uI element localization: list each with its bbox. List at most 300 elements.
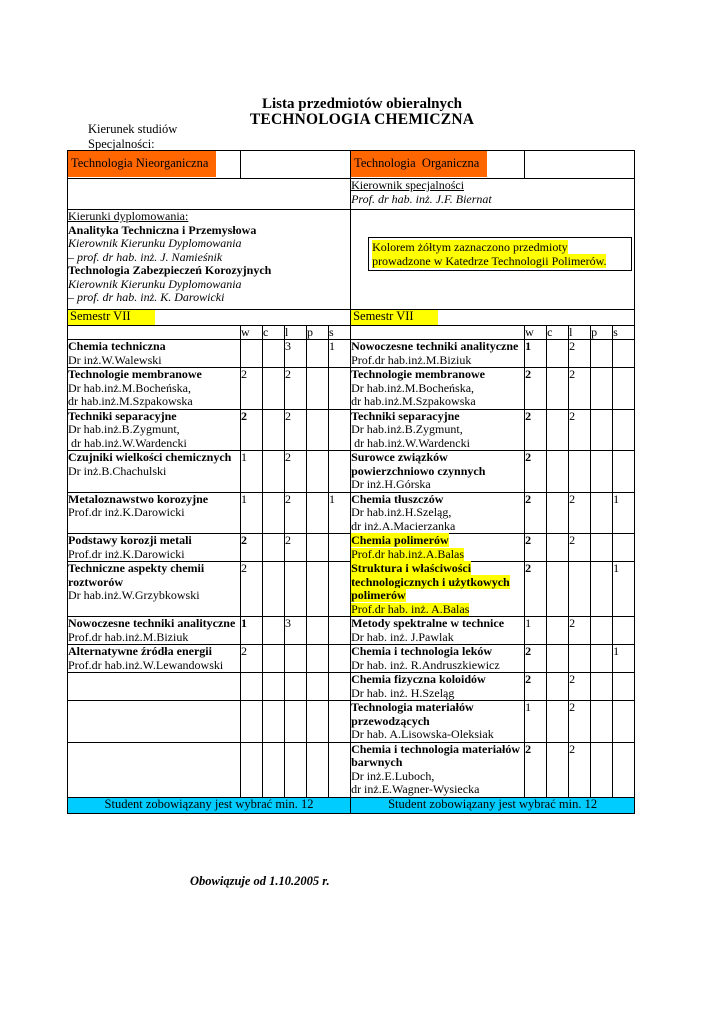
semester-cell-right [351, 310, 635, 326]
hours-l-cell: 2 [569, 340, 591, 368]
semester-row [68, 310, 635, 326]
subject-cell-left [68, 645, 241, 673]
subject-row-10 [68, 673, 635, 701]
hours-s-cell [613, 451, 635, 493]
lecturer-name: Dr hab. inż. R.Andruszkiewicz [351, 658, 500, 672]
subject-title [68, 562, 240, 589]
study-meta [88, 122, 177, 151]
footer-note-right: Student zobowiązany jest wybrać min. 12 [351, 797, 635, 813]
lecturer-name: dr hab.inż.W.Wardencki [351, 436, 470, 450]
lecturer-line [351, 354, 524, 368]
lecturer-name: dr inż.A.Macierzanka [351, 519, 456, 533]
lecturer-name: Dr hab.inż.B.Zygmunt, [68, 423, 180, 436]
hours-s-cell [329, 451, 351, 493]
hours-l-cell: 2 [569, 701, 591, 743]
hours-header-row [68, 325, 635, 340]
subject-title [68, 617, 240, 631]
hours-w-cell: 2 [525, 492, 547, 534]
hours-w-cell: 2 [241, 368, 263, 410]
hours-l-cell: 2 [285, 451, 307, 493]
hours-p-cell [307, 451, 329, 493]
subject-title-text: Techniczne aspekty chemii roztworów [68, 561, 205, 589]
hours-p-cell [591, 742, 613, 797]
lecturer-line [68, 659, 240, 673]
empty-cell [68, 179, 351, 210]
lecturer-line [68, 382, 240, 396]
lecturer-name: Dr hab.inż.B.Zygmunt, [351, 423, 463, 436]
lecturer-line [351, 603, 524, 617]
subject-row-7 [68, 562, 635, 617]
subject-cell-left [68, 368, 241, 410]
hours-p-cell [591, 673, 613, 701]
lecturer-line [351, 631, 524, 645]
empty-cell [241, 151, 351, 179]
lecturer-line [351, 478, 524, 492]
footer-note-left: Student zobowiązany jest wybrać min. 12 [68, 797, 351, 813]
kierownik-name: Prof. dr hab. inż. J.F. Biernat [351, 191, 492, 206]
subject-cell-left [68, 409, 241, 451]
subject-cell-left [68, 451, 241, 493]
subject-title [68, 410, 240, 424]
hours-s-cell [613, 617, 635, 645]
subject-cell-right [351, 562, 525, 617]
subject-row-11 [68, 701, 635, 743]
subject-cell-left [68, 673, 241, 701]
lecturer-name: dr hab.inż.M.Szpakowska [68, 395, 193, 408]
hours-p-cell [591, 492, 613, 534]
note-line-1 [372, 240, 628, 254]
lecturer-line [68, 437, 240, 451]
specjalnosci-label: Specjalności: [88, 136, 155, 151]
subject-cell-right [351, 617, 525, 645]
lecturer-name: Dr hab.inż.H.Szeląg, [351, 506, 452, 519]
lecturer-line [351, 783, 524, 797]
subject-title-text: Struktura i właściwości technologicznych i użytkowych polimerów [351, 561, 510, 602]
specialization-left-label: Technologia Nieorganiczna [68, 151, 216, 177]
hours-l-cell: 2 [285, 368, 307, 410]
hours-c-cell [547, 617, 569, 645]
hours-c-cell [547, 534, 569, 562]
subject-cell-right [351, 409, 525, 451]
lecturer-name: Prof.dr hab. inż. A.Balas [351, 602, 470, 616]
dyplomowanie-title-2: Technologia Zabezpieczeń Korozyjnych [68, 263, 272, 277]
subject-title-text: Chemia tłuszczów [351, 491, 444, 506]
lecturer-line [351, 520, 524, 534]
title-line-2: TECHNOLOGIA CHEMICZNA [249, 111, 475, 128]
subject-title [351, 410, 524, 424]
subject-cell-left [68, 701, 241, 743]
hours-p-cell [591, 368, 613, 410]
hours-w-cell: 2 [525, 562, 547, 617]
lecturer-line [351, 687, 524, 701]
lecturer-name: Dr hab.inż.W.Grzybkowski [68, 589, 200, 602]
hours-l-cell [285, 562, 307, 617]
subject-title [351, 562, 524, 603]
hours-c-cell [263, 673, 285, 701]
subject-title-text: Chemia i technologia materiałów barwnych [351, 741, 521, 769]
hours-w-cell: 2 [525, 451, 547, 493]
lecturer-name: dr hab.inż.W.Wardencki [68, 436, 187, 450]
col-header-s: s [613, 325, 635, 340]
lecturer-line [351, 382, 524, 396]
hours-p-cell [591, 451, 613, 493]
empty-cell [525, 151, 635, 179]
hours-s-cell [329, 534, 351, 562]
subject-title-text: Metaloznawstwo korozyjne [68, 491, 209, 506]
empty-cell [68, 325, 241, 340]
hours-p-cell [591, 645, 613, 673]
footer-row [68, 797, 635, 813]
hours-c-cell [263, 534, 285, 562]
lecturer-line [68, 423, 240, 437]
lecturer-line [351, 437, 524, 451]
dyplomowanie-row [68, 210, 635, 310]
subject-title [351, 673, 524, 687]
semester-left-label: Semestr VII [68, 310, 155, 325]
subject-title [351, 493, 524, 507]
hours-l-cell: 2 [285, 409, 307, 451]
hours-c-cell [263, 701, 285, 743]
hours-w-cell: 1 [525, 340, 547, 368]
semester-right-label: Semestr VII [351, 310, 438, 325]
hours-p-cell [307, 673, 329, 701]
hours-c-cell [263, 562, 285, 617]
subject-cell-left [68, 534, 241, 562]
hours-p-cell [307, 562, 329, 617]
subject-title [351, 451, 524, 478]
subject-cell-right [351, 534, 525, 562]
hours-s-cell: 1 [329, 340, 351, 368]
hours-w-cell: 2 [525, 534, 547, 562]
lecturer-name: Dr hab.inż.M.Bocheńska, [68, 381, 191, 395]
lecturer-name: Prof.dr inż.K.Darowicki [68, 547, 185, 561]
hours-s-cell: 1 [329, 492, 351, 534]
subject-cell-left [68, 492, 241, 534]
subject-row-5 [68, 492, 635, 534]
hours-s-cell: 1 [613, 492, 635, 534]
hours-w-cell: 2 [241, 534, 263, 562]
hours-l-cell: 2 [569, 492, 591, 534]
hours-w-cell: 2 [525, 742, 547, 797]
col-header-l: l [285, 325, 307, 340]
subject-row-3 [68, 409, 635, 451]
subject-cell-left [68, 340, 241, 368]
hours-w-cell: 1 [241, 492, 263, 534]
hours-p-cell [307, 340, 329, 368]
hours-s-cell [613, 673, 635, 701]
hours-l-cell [569, 451, 591, 493]
dyplomowanie-role-2: Kierownik Kierunku Dyplomowania [68, 276, 242, 291]
subject-title [68, 534, 240, 548]
hours-p-cell [307, 701, 329, 743]
hours-s-cell [613, 534, 635, 562]
lecturer-line [351, 659, 524, 673]
hours-c-cell [547, 451, 569, 493]
subject-title [68, 368, 240, 382]
subject-title [68, 645, 240, 659]
hours-c-cell [547, 742, 569, 797]
hours-s-cell [613, 409, 635, 451]
hours-w-cell: 2 [525, 673, 547, 701]
dyplomowanie-role-1: Kierownik Kierunku Dyplomowania [68, 236, 242, 250]
subject-cell-right [351, 340, 525, 368]
hours-c-cell [263, 742, 285, 797]
subject-title [351, 743, 524, 770]
specialization-cell-right [351, 151, 525, 179]
lecturer-name: Dr hab. A.Lisowska-Oleksiak [351, 728, 494, 741]
hours-p-cell [307, 645, 329, 673]
hours-l-cell [285, 645, 307, 673]
hours-s-cell [329, 368, 351, 410]
subject-cell-left [68, 617, 241, 645]
hours-s-cell [329, 701, 351, 743]
note-cell [351, 210, 635, 310]
subject-row-4 [68, 451, 635, 493]
hours-p-cell [307, 617, 329, 645]
hours-l-cell [569, 562, 591, 617]
hours-s-cell [613, 368, 635, 410]
col-header-l: l [569, 325, 591, 340]
semester-cell-left [68, 310, 351, 326]
lecturer-line [351, 395, 524, 409]
lecturer-name: Dr hab. inż. J.Pawlak [351, 630, 454, 644]
lecturer-line [68, 465, 240, 479]
lecturer-name: Dr inż.E.Luboch, [351, 769, 435, 783]
subject-row-2 [68, 368, 635, 410]
col-header-c: c [263, 325, 285, 340]
subject-title-text: Chemia fizyczna koloidów [351, 672, 486, 686]
hours-c-cell [263, 451, 285, 493]
hours-l-cell: 2 [569, 409, 591, 451]
hours-p-cell [591, 562, 613, 617]
hours-s-cell [613, 701, 635, 743]
subject-title-text: Technologia materiałów przewodzących [351, 700, 474, 728]
hours-w-cell: 1 [525, 617, 547, 645]
hours-c-cell [547, 340, 569, 368]
hours-w-cell: 2 [241, 409, 263, 451]
hours-c-cell [547, 368, 569, 410]
lecturer-name: Prof.dr hab.inż.A.Balas [351, 547, 465, 561]
hours-c-cell [263, 368, 285, 410]
dyplomowanie-title-1: Analityka Techniczna i Przemysłowa [68, 222, 257, 237]
lecturer-line [68, 631, 240, 645]
subject-title-text: Alternatywne źródła energii [68, 644, 212, 658]
hours-w-cell [241, 701, 263, 743]
hours-w-cell: 2 [241, 562, 263, 617]
dyplomowanie-cell [68, 210, 351, 310]
dyplomowanie-person-1: – prof. dr hab. inż. J. Namieśnik [68, 249, 223, 264]
table-head-section [68, 151, 635, 340]
kierownik-label: Kierownik specjalności [351, 178, 465, 192]
hours-c-cell [547, 701, 569, 743]
hours-l-cell: 2 [569, 368, 591, 410]
subject-cell-left [68, 742, 241, 797]
hours-p-cell [307, 742, 329, 797]
subject-cell-right [351, 451, 525, 493]
subject-cell-right [351, 673, 525, 701]
subject-title-text: Nowoczesne techniki analityczne [351, 339, 519, 353]
subject-title-text: Metody spektralne w technice [351, 616, 505, 630]
hours-c-cell [263, 340, 285, 368]
lecturer-name: Dr inż.B.Chachulski [68, 464, 167, 478]
col-header-w: w [241, 325, 263, 340]
hours-c-cell [547, 673, 569, 701]
lecturer-line [68, 395, 240, 409]
subject-title-text: Technologie membranowe [351, 367, 485, 381]
subject-row-1 [68, 340, 635, 368]
lecturer-name: Prof.dr hab.inż.M.Biziuk [68, 630, 189, 644]
subject-title-text: Chemia polimerów [351, 533, 449, 547]
subject-title-text: Technologie membranowe [68, 367, 202, 381]
lecturer-name: Dr hab. inż. H.Szeląg [351, 686, 455, 700]
specialization-right-label: Technologia Organiczna [351, 151, 487, 177]
subject-title-text: Czujniki wielkości chemicznych [68, 450, 232, 464]
subject-title-text: Techniki separacyjne [351, 408, 460, 423]
subject-title [68, 340, 240, 354]
hours-p-cell [307, 368, 329, 410]
subject-title-text: Podstawy korozji metali [68, 533, 192, 547]
hours-s-cell: 1 [613, 562, 635, 617]
hours-l-cell: 3 [285, 340, 307, 368]
subject-title-text: Nowoczesne techniki analityczne [68, 616, 236, 630]
subject-row-6 [68, 534, 635, 562]
subject-cell-right [351, 742, 525, 797]
lecturer-line [351, 728, 524, 742]
subject-cell-left [68, 562, 241, 617]
lecturer-name: dr hab.inż.M.Szpakowska [351, 395, 476, 408]
specialization-cell-left [68, 151, 241, 179]
hours-l-cell: 2 [569, 534, 591, 562]
hours-l-cell: 2 [569, 742, 591, 797]
empty-cell [351, 325, 525, 340]
subject-title [68, 493, 240, 507]
lecturer-line [351, 548, 524, 562]
hours-p-cell [591, 409, 613, 451]
dyplomowanie-person-2: – prof. dr hab. inż. K. Darowicki [68, 290, 225, 304]
table-footer-section [68, 797, 635, 813]
subject-cell-right [351, 492, 525, 534]
hours-c-cell [547, 409, 569, 451]
hours-s-cell [329, 617, 351, 645]
subject-title [351, 340, 524, 354]
hours-p-cell [591, 701, 613, 743]
subject-title-text: Techniki separacyjne [68, 408, 177, 423]
hours-s-cell [329, 645, 351, 673]
subject-title [351, 534, 524, 548]
hours-w-cell: 2 [241, 645, 263, 673]
lecturer-name: Prof.dr inż.K.Darowicki [68, 506, 185, 519]
lecturer-line [351, 506, 524, 520]
kierunek-label: Kierunek studiów [88, 122, 178, 136]
hours-c-cell [263, 617, 285, 645]
hours-s-cell [613, 742, 635, 797]
lecturer-line [351, 423, 524, 437]
subject-row-9 [68, 645, 635, 673]
lecturer-name: Prof.dr hab.inż.M.Biziuk [351, 353, 472, 367]
lecturer-name: Dr inż.W.Walewski [68, 353, 162, 367]
hours-s-cell [329, 409, 351, 451]
col-header-s: s [329, 325, 351, 340]
col-header-p: p [591, 325, 613, 340]
hours-l-cell [285, 701, 307, 743]
hours-s-cell [329, 562, 351, 617]
subject-title-text: Chemia i technologia leków [351, 644, 493, 658]
hours-c-cell [547, 492, 569, 534]
hours-s-cell [613, 340, 635, 368]
hours-p-cell [591, 617, 613, 645]
lecturer-line [68, 548, 240, 562]
hours-w-cell: 2 [525, 368, 547, 410]
subject-cell-right [351, 701, 525, 743]
note-line-2-text: prowadzone w Katedrze Technologii Polimerów. [372, 254, 607, 268]
hours-s-cell: 1 [613, 645, 635, 673]
hours-w-cell: 1 [525, 701, 547, 743]
valid-from-note: Obowiązuje od 1.10.2005 r. [190, 874, 330, 888]
hours-l-cell [285, 742, 307, 797]
dyplomowanie-label: Kierunki dyplomowania: [68, 209, 189, 223]
hours-l-cell: 2 [285, 492, 307, 534]
title-line-1: Lista przedmiotów obieralnych [262, 96, 462, 112]
hours-w-cell: 1 [241, 617, 263, 645]
hours-p-cell [307, 534, 329, 562]
hours-c-cell [547, 645, 569, 673]
hours-s-cell [329, 673, 351, 701]
lecturer-name: Prof.dr hab.inż.W.Lewandowski [68, 658, 224, 672]
subjects-table [67, 150, 635, 814]
hours-c-cell [263, 492, 285, 534]
hours-s-cell [329, 742, 351, 797]
hours-l-cell: 3 [285, 617, 307, 645]
subject-title-text: Chemia techniczna [68, 339, 166, 353]
hours-l-cell: 2 [569, 617, 591, 645]
hours-p-cell [591, 534, 613, 562]
hours-w-cell: 2 [525, 409, 547, 451]
hours-c-cell [263, 645, 285, 673]
subject-title [351, 645, 524, 659]
lecturer-line [68, 506, 240, 520]
lecturer-line [68, 589, 240, 603]
specialization-row [68, 151, 635, 179]
hours-w-cell: 2 [525, 645, 547, 673]
hours-w-cell: 1 [241, 451, 263, 493]
hours-w-cell [241, 673, 263, 701]
subject-title [351, 368, 524, 382]
lecturer-line [351, 770, 524, 784]
col-header-c: c [547, 325, 569, 340]
subject-row-12 [68, 742, 635, 797]
kierownik-row [68, 179, 635, 210]
subject-rows-section [68, 340, 635, 798]
subject-title-text: Surowce związków powierzchniowo czynnych [351, 450, 486, 478]
hours-c-cell [263, 409, 285, 451]
subject-title [351, 617, 524, 631]
hours-w-cell [241, 742, 263, 797]
kierownik-cell [351, 179, 635, 210]
col-header-p: p [307, 325, 329, 340]
lecturer-name: dr inż.E.Wagner-Wysiecka [351, 783, 480, 796]
subject-row-8 [68, 617, 635, 645]
hours-w-cell [241, 340, 263, 368]
note-line-2 [372, 254, 628, 268]
subject-cell-right [351, 645, 525, 673]
col-header-w: w [525, 325, 547, 340]
subject-cell-right [351, 368, 525, 410]
hours-p-cell [307, 409, 329, 451]
hours-l-cell: 2 [285, 534, 307, 562]
lecturer-name: Dr hab.inż.M.Bocheńska, [351, 381, 475, 395]
lecturer-line [68, 354, 240, 368]
subject-title [351, 701, 524, 728]
